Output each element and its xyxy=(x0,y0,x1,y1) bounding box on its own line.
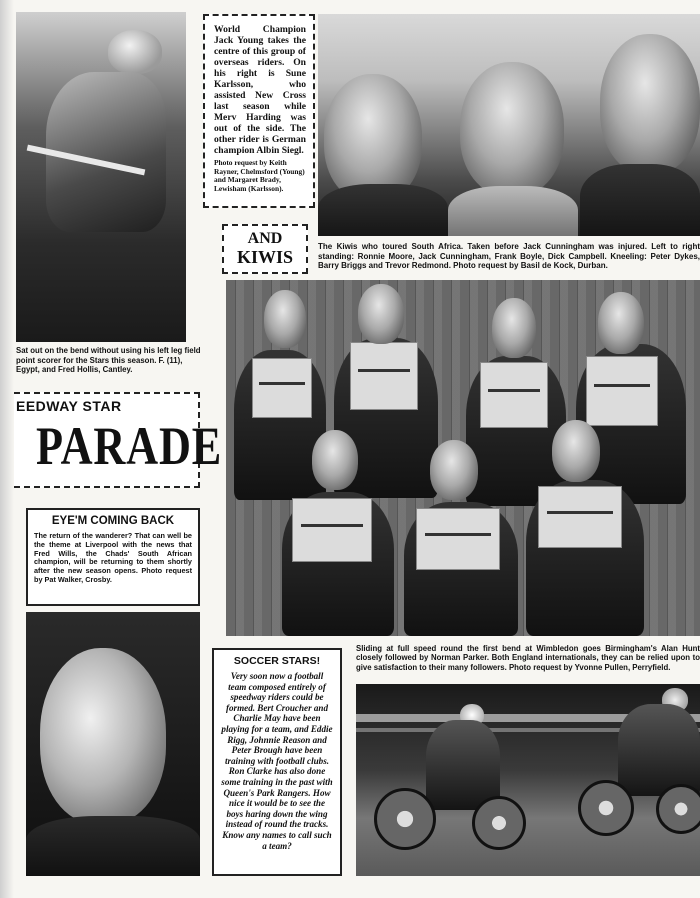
kiwis-label: KIWIS xyxy=(236,247,294,267)
wimbledon-caption: Sliding at full speed round the first bend at Wimbledon goes Birmingham's Alan Hunt closely followed by Norman Parker. Both England internationals, they can be relied upon to give satisfaction to their many followers. Photo request by Yvonne Pullen, Perryfield. xyxy=(356,644,700,672)
soccer-heading: SOCCER STARS! xyxy=(233,655,321,667)
photo-kiwis-team xyxy=(226,280,700,636)
photo-wimbledon-race xyxy=(356,684,700,876)
page-edge xyxy=(0,0,14,898)
soccer-stars-box xyxy=(212,648,342,876)
and-label: AND xyxy=(247,230,283,247)
kiwis-caption: The Kiwis who toured South Africa. Taken before Jack Cunningham was injured. Left to right standing: Ronnie Moore, Jack Cunningham, Frank Boyle, Dick Campbell. Kneeling: Peter Dykes, Barry Briggs and Trevor Redmond. Photo request by Basil de Kock, Durban. xyxy=(318,242,700,271)
photo-fred-wills xyxy=(26,612,200,876)
eye-body: The return of the wanderer? That can well be the theme at Liverpool with the news that Fred Wills, the Chads' South African champion, will be returning to them shortly after the new season opens. Photo request by Pat Walker, Crosby. xyxy=(34,531,192,584)
young-caption-credit: Photo request by Keith Rayner, Chelmsford (Young) and Margaret Brady, Lewisham (Karlsson). xyxy=(214,158,305,193)
soccer-body: Very soon now a football team composed entirely of speedway riders could be formed. Bert Croucher and Charlie May have been playing for a team, and Eddie Rigg, Johnnie Reason and Peter Brough have been training with football clubs. Ron Clarke has also done some training in the past with Queen's Park Rangers. How nice it would be to see the boys haring down the wing instead of round the tracks. Know any names to call such a team? xyxy=(221,671,333,851)
photo1-caption: Sat out on the bend without using his left leg field point scorer for the Stars this season. F. (11), Egypt, and Fred Hollis, Cantley. xyxy=(16,346,201,374)
young-caption-main: World Champion Jack Young takes the centre of this group of overseas riders. On his right is Sune Karlsson, who assisted New Cross last season while Merv Harding was out of the side. The other rider is German champion Albin Siegl. xyxy=(214,24,306,156)
and-kiwis-box xyxy=(222,224,308,274)
parade-box xyxy=(14,392,223,488)
eye-coming-back-box xyxy=(26,508,200,606)
eye-heading: EYE'M COMING BACK xyxy=(51,515,175,527)
photo-rider-on-bend xyxy=(16,12,186,342)
parade-subtitle: EEDWAY STAR xyxy=(16,398,122,414)
parade-title: PARADE xyxy=(36,416,223,476)
photo-three-riders xyxy=(318,14,700,236)
young-caption-box xyxy=(203,14,315,208)
